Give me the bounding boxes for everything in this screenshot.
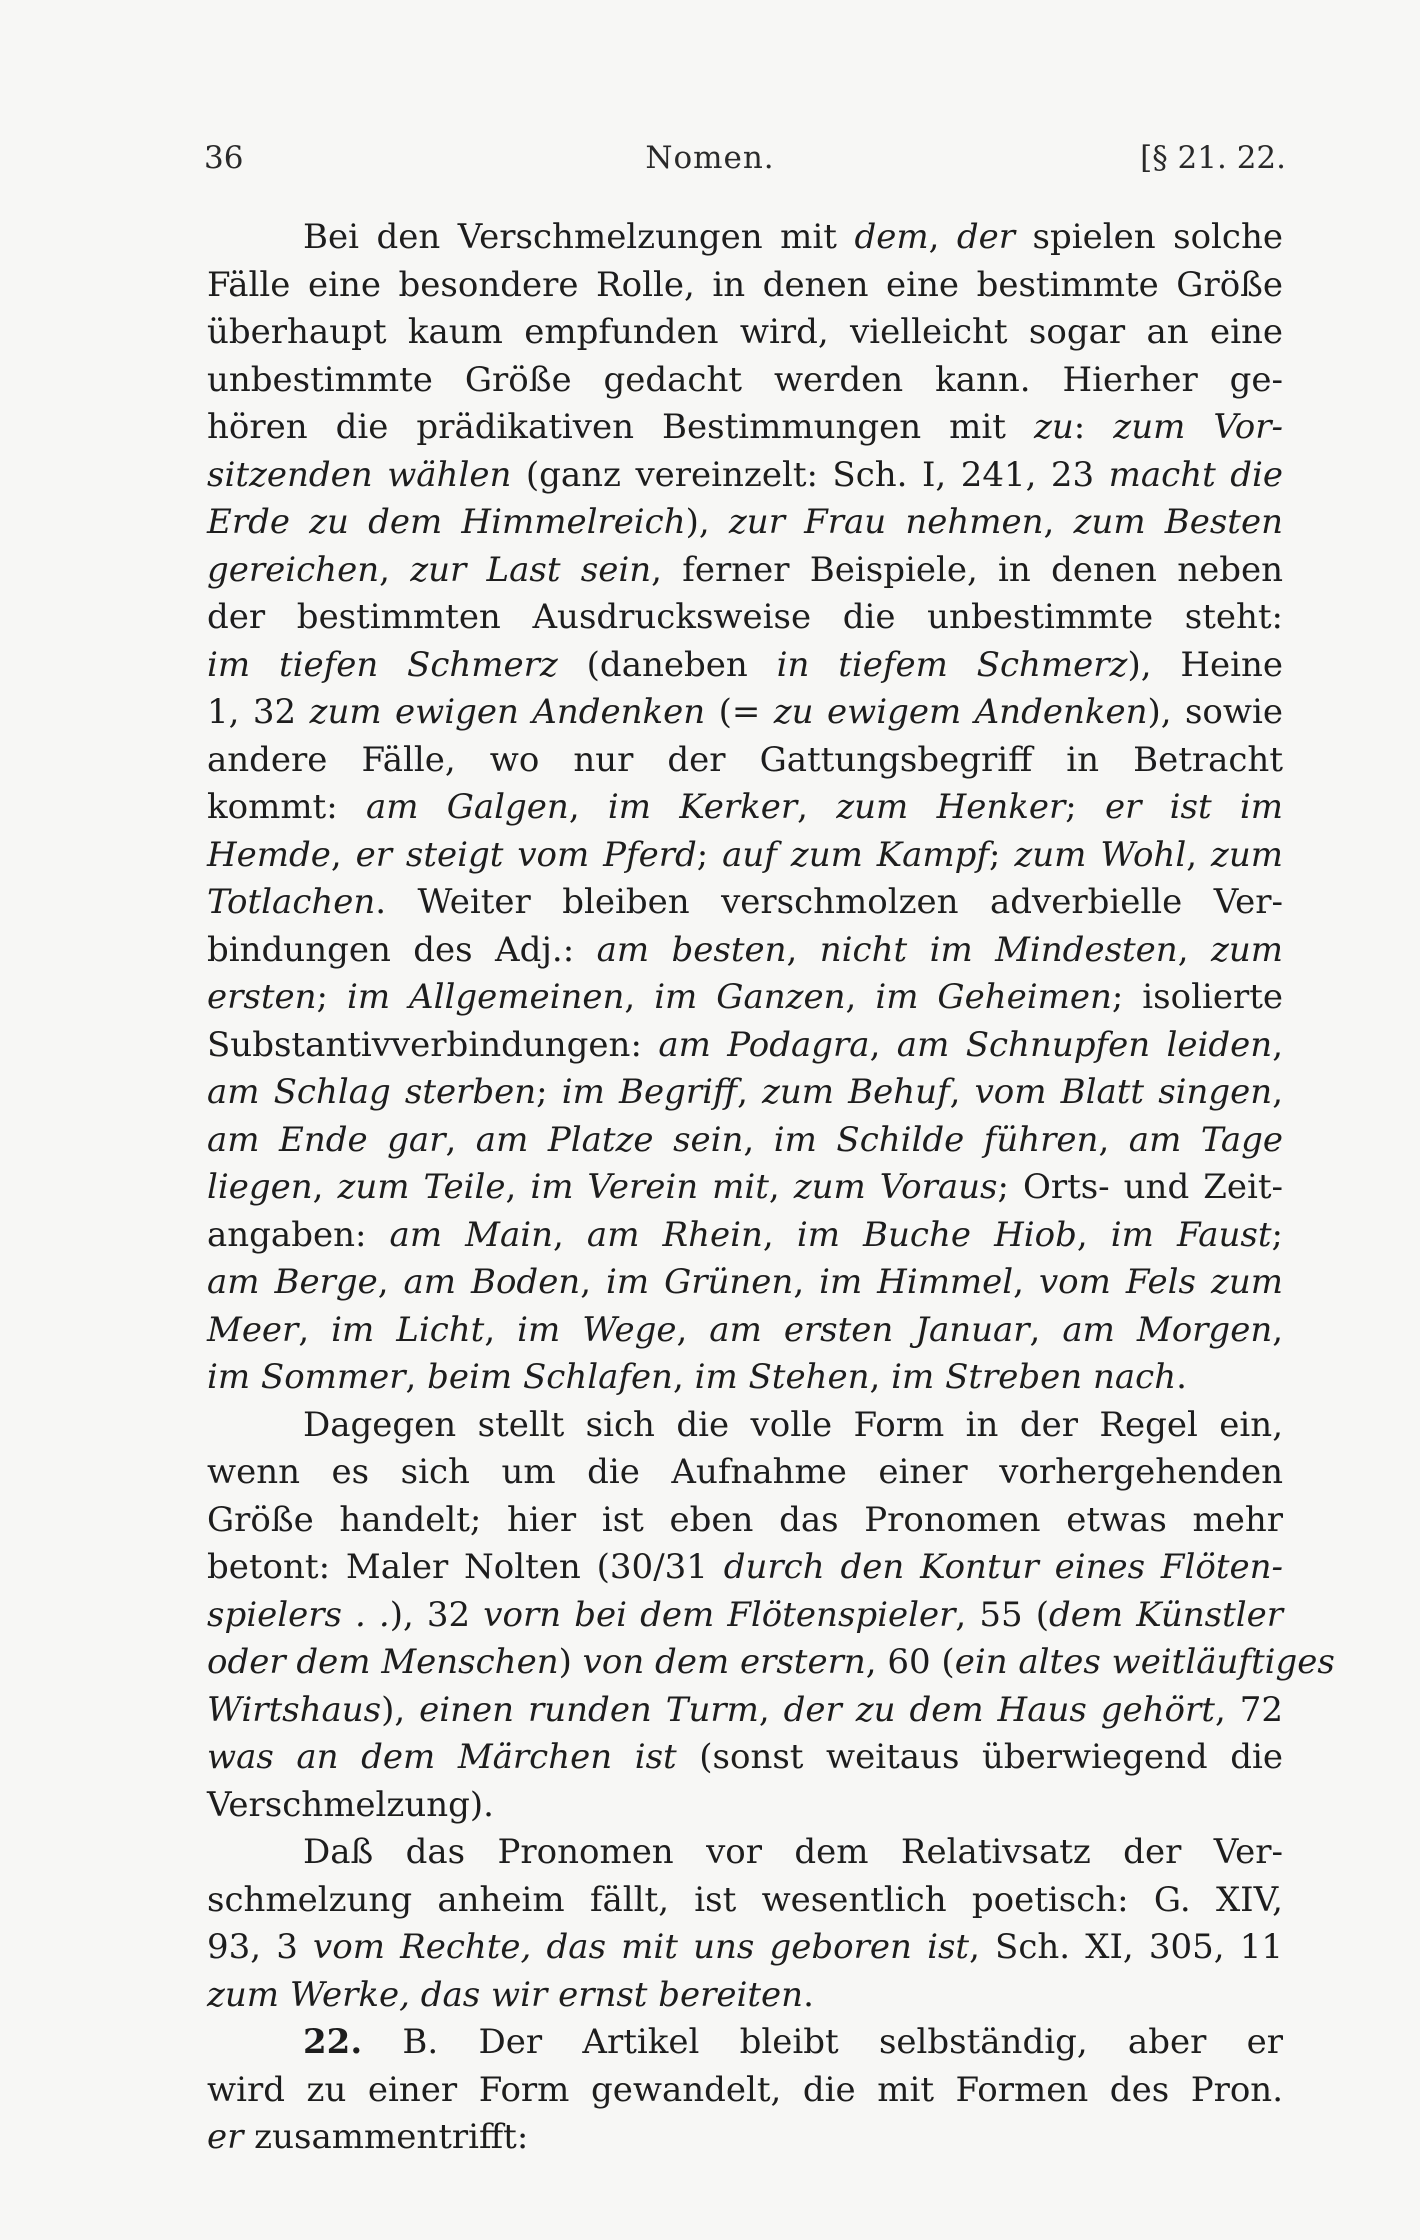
italic-example: zur Last sein bbox=[410, 549, 652, 590]
italic-example: was an dem Märchen ist bbox=[207, 1737, 677, 1777]
italic-example: der bbox=[956, 217, 1016, 257]
text-line bbox=[207, 1734, 1283, 1782]
text-run: Bei den Verschmelzungen mit bbox=[303, 217, 855, 257]
text-run: , bbox=[580, 1262, 606, 1302]
italic-example: vorn bei dem Flötenspieler bbox=[483, 1594, 956, 1635]
italic-example: im Grünen bbox=[606, 1262, 794, 1302]
text-run: , bbox=[505, 1167, 531, 1207]
text-run: ; bbox=[1271, 1214, 1283, 1255]
text-run: spielen solche bbox=[1015, 217, 1283, 257]
text-run: ; bbox=[536, 1072, 562, 1112]
text-run: , bbox=[568, 787, 608, 827]
text-run: Größe handelt; hier ist eben das Pronomen etwas mehr bbox=[207, 1499, 1283, 1540]
italic-example: gereichen bbox=[207, 549, 380, 590]
text-run: betont: Maler Nolten (30/31 bbox=[207, 1547, 724, 1587]
text-run: , bbox=[1272, 1309, 1284, 1350]
text-run: , bbox=[1043, 502, 1074, 542]
italic-example: im Licht bbox=[331, 1309, 485, 1350]
italic-example: im Geheimen bbox=[875, 977, 1112, 1017]
italic-example: Erde zu dem Himmelreich bbox=[207, 502, 686, 542]
body-text bbox=[207, 214, 1335, 2162]
text-line bbox=[207, 1212, 1283, 1260]
text-run: der bestimmten Ausdrucksweise die unbestimmte steht: bbox=[207, 597, 1283, 637]
text-line bbox=[207, 1687, 1283, 1735]
text-run: ), 32 bbox=[389, 1594, 484, 1635]
text-line bbox=[207, 1402, 1283, 1450]
text-run: ), bbox=[381, 1689, 420, 1730]
text-run: , bbox=[1076, 1214, 1111, 1255]
italic-example: im Wege bbox=[517, 1309, 677, 1350]
text-run: , bbox=[312, 1167, 338, 1207]
text-run: ), Heine bbox=[1127, 644, 1284, 685]
text-run: wird zu einer Form gewandelt, die mit Formen des Pron. bbox=[207, 2069, 1283, 2110]
italic-example: am Boden bbox=[403, 1262, 581, 1302]
italic-example: zum Wohl bbox=[1014, 834, 1187, 875]
running-title: Nomen. bbox=[645, 140, 775, 176]
text-line bbox=[207, 1829, 1283, 1877]
italic-example: im Faust bbox=[1110, 1214, 1272, 1255]
text-line bbox=[207, 2019, 1283, 2067]
text-run: ), bbox=[685, 502, 729, 542]
text-run: , bbox=[1186, 834, 1211, 875]
text-line bbox=[207, 2114, 1283, 2162]
text-run: . Weiter bleiben verschmolzen adverbielle Ver- bbox=[375, 882, 1283, 922]
text-run: 93, 3 bbox=[207, 1927, 314, 1967]
text-run: 1, 32 bbox=[207, 692, 310, 732]
section-number: 22. bbox=[303, 2022, 363, 2062]
italic-example: ersten bbox=[207, 977, 317, 1017]
paragraph-relativsatz bbox=[207, 1829, 1283, 2019]
text-run: zusammentrifft: bbox=[243, 2117, 529, 2157]
text-run: unbestimmte Größe gedacht werden kann. Hierher ge- bbox=[207, 359, 1283, 400]
text-run: ; bbox=[696, 834, 723, 875]
italic-example: am Rhein bbox=[586, 1214, 763, 1255]
text-run: ; isolierte bbox=[1111, 977, 1284, 1017]
italic-example: zum Henker bbox=[836, 787, 1066, 827]
text-run: , 55 ( bbox=[955, 1594, 1049, 1635]
text-run: angaben: bbox=[207, 1214, 390, 1255]
text-run: , bbox=[379, 549, 411, 590]
text-run: (ganz vereinzelt: Sch. I, 241, 23 bbox=[511, 454, 1109, 495]
text-run: , bbox=[676, 1309, 710, 1350]
italic-example: zum Behuf bbox=[762, 1072, 950, 1112]
italic-example: am Tage bbox=[1128, 1119, 1284, 1160]
italic-example: beim Schlafen bbox=[427, 1357, 673, 1397]
text-line bbox=[207, 689, 1283, 737]
text-run: , bbox=[1272, 1072, 1284, 1112]
text-run: , bbox=[869, 1024, 897, 1065]
italic-example: oder dem Menschen bbox=[207, 1642, 559, 1682]
italic-example: zum Voraus bbox=[793, 1167, 998, 1207]
text-line bbox=[207, 832, 1283, 880]
text-run: , bbox=[624, 977, 655, 1017]
text-line bbox=[207, 262, 1283, 310]
text-run: (sonst weitaus überwiegend die bbox=[676, 1737, 1283, 1777]
italic-example: am ersten Januar bbox=[709, 1309, 1030, 1350]
text-line bbox=[207, 974, 1283, 1022]
italic-example: durch den Kontur eines Flöten- bbox=[723, 1547, 1284, 1587]
text-run: , bbox=[786, 929, 820, 970]
italic-example: im Buche Hiob bbox=[796, 1214, 1077, 1255]
italic-example: er bbox=[207, 2117, 244, 2157]
italic-example: am Galgen bbox=[365, 787, 569, 827]
text-run: kommt: bbox=[207, 787, 366, 827]
italic-example: dem Künstler bbox=[1048, 1594, 1284, 1635]
text-line bbox=[207, 1972, 1283, 2020]
text-line bbox=[207, 879, 1283, 927]
italic-example: im tiefen Schmerz bbox=[207, 644, 558, 685]
text-run: Substantivverbindungen: bbox=[207, 1024, 659, 1065]
text-line bbox=[207, 1354, 1283, 1402]
text-line bbox=[207, 1924, 1283, 1972]
text-run: Daß das Pronomen vor dem Relativsatz der Ver- bbox=[303, 1832, 1283, 1872]
text-run: wenn es sich um die Aufnahme einer vorhergehenden bbox=[207, 1452, 1283, 1492]
text-run: , bbox=[797, 787, 837, 827]
text-run: (daneben bbox=[557, 644, 777, 685]
italic-example: dem bbox=[854, 217, 929, 257]
text-line bbox=[207, 452, 1283, 500]
italic-example: vom Blatt singen bbox=[974, 1072, 1273, 1112]
text-run: , bbox=[484, 1309, 518, 1350]
italic-example: vom Rechte, das mit uns geboren ist bbox=[313, 1927, 970, 1967]
italic-example: am Podagra bbox=[658, 1024, 870, 1065]
italic-example: zum bbox=[1210, 929, 1283, 970]
italic-example: am Schnupfen leiden bbox=[896, 1024, 1273, 1065]
italic-example: einen runden Turm bbox=[419, 1689, 759, 1730]
text-run: , bbox=[377, 1262, 404, 1302]
text-line bbox=[207, 1877, 1283, 1925]
italic-example: Hemde bbox=[207, 834, 331, 875]
text-run: , bbox=[672, 1357, 695, 1397]
italic-example: Totlachen bbox=[207, 882, 376, 922]
text-run: (= bbox=[705, 692, 774, 732]
text-line bbox=[207, 927, 1283, 975]
text-run: , 60 ( bbox=[865, 1642, 955, 1682]
text-run: andere Fälle, wo nur der Gattungsbegriff in Betracht bbox=[207, 739, 1283, 780]
italic-example: zum Vor- bbox=[1113, 407, 1283, 447]
italic-example: zum ewigen Andenken bbox=[309, 692, 706, 732]
italic-example: zu bbox=[1033, 407, 1074, 447]
italic-example: zu ewigem Andenken bbox=[773, 692, 1148, 732]
italic-example: zum bbox=[1210, 834, 1283, 875]
text-line bbox=[207, 784, 1283, 832]
italic-example: zum Teile bbox=[337, 1167, 506, 1207]
italic-example: im Begriff bbox=[561, 1072, 738, 1112]
text-run: , bbox=[330, 834, 356, 875]
italic-example: im Stehen bbox=[694, 1357, 870, 1397]
text-line bbox=[207, 1544, 1283, 1592]
text-run: , bbox=[1272, 1024, 1284, 1065]
paragraph-section-22 bbox=[207, 2019, 1283, 2162]
text-run: , 72 bbox=[1214, 1689, 1283, 1730]
italic-example: nicht im Mindesten bbox=[819, 929, 1178, 970]
paragraph-verschmelzungen bbox=[207, 214, 1283, 1402]
italic-example: auf zum Kampf bbox=[722, 834, 989, 875]
text-line bbox=[207, 1782, 1283, 1830]
text-run: überhaupt kaum empfunden wird, vielleicht sogar an eine bbox=[207, 312, 1283, 352]
text-line bbox=[207, 1497, 1283, 1545]
text-line bbox=[207, 642, 1283, 690]
text-run: Verschmelzung). bbox=[207, 1784, 494, 1825]
italic-example: im Ganzen bbox=[654, 977, 846, 1017]
paragraph-volle-form bbox=[207, 1402, 1335, 1830]
italic-example: im Allgemeinen bbox=[346, 977, 625, 1017]
text-line bbox=[207, 1592, 1283, 1640]
text-run: ) bbox=[558, 1642, 583, 1682]
italic-example: von dem erstern bbox=[582, 1642, 866, 1682]
text-run: , bbox=[768, 1167, 794, 1207]
text-run: , bbox=[762, 1214, 797, 1255]
text-line bbox=[207, 1307, 1283, 1355]
text-line bbox=[207, 1639, 1335, 1687]
italic-example: am Main bbox=[389, 1214, 554, 1255]
text-line bbox=[207, 737, 1283, 785]
italic-example: in tiefem Schmerz bbox=[776, 644, 1128, 685]
text-line bbox=[207, 1259, 1283, 1307]
section-reference: [§ 21. 22. bbox=[1140, 140, 1286, 176]
italic-example: am Ende gar bbox=[207, 1119, 446, 1160]
text-run: , bbox=[1029, 1309, 1063, 1350]
italic-example: zum Werke, das wir ernst bereiten bbox=[207, 1974, 804, 2015]
text-line bbox=[207, 2067, 1283, 2115]
text-run: , bbox=[298, 1309, 332, 1350]
italic-example: zur Frau nehmen bbox=[728, 502, 1044, 542]
italic-example: ein altes weitläuftiges bbox=[954, 1642, 1335, 1682]
text-run: hören die prädikativen Bestimmungen mit bbox=[207, 407, 1034, 447]
italic-example: am Morgen bbox=[1062, 1309, 1273, 1350]
text-line bbox=[207, 594, 1283, 642]
text-run: schmelzung anheim fällt, ist wesentlich poetisch: G. XIV, bbox=[207, 1879, 1283, 1920]
text-run: ; bbox=[989, 834, 1015, 875]
text-run: : bbox=[1073, 407, 1114, 447]
text-run: , bbox=[553, 1214, 587, 1255]
text-run: , bbox=[1177, 929, 1211, 970]
text-run: , bbox=[1098, 1119, 1129, 1160]
text-run: . bbox=[803, 1974, 814, 2015]
italic-example: sitzenden wählen bbox=[207, 454, 512, 495]
text-run: , bbox=[928, 217, 957, 257]
italic-example: im Schilde führen bbox=[773, 1119, 1099, 1160]
text-run: , bbox=[869, 1357, 892, 1397]
text-run: B. Der Artikel bleibt selbständig, aber er bbox=[362, 2022, 1283, 2062]
text-run: Fälle eine besondere Rolle, in denen eine bestimmte Größe bbox=[207, 264, 1283, 305]
text-line bbox=[207, 499, 1283, 547]
italic-example: im Sommer bbox=[207, 1357, 406, 1397]
italic-example: im Himmel bbox=[819, 1262, 1014, 1302]
italic-example: im Streben nach bbox=[891, 1357, 1177, 1397]
italic-example: am Platze sein bbox=[475, 1119, 744, 1160]
italic-example: im Kerker bbox=[607, 787, 798, 827]
italic-example: Meer bbox=[207, 1309, 299, 1350]
text-run: , bbox=[793, 1262, 820, 1302]
text-line bbox=[207, 309, 1283, 357]
text-run: , bbox=[445, 1119, 476, 1160]
italic-example: am Schlag sterben bbox=[207, 1072, 537, 1112]
text-run: , bbox=[845, 977, 876, 1017]
text-run: ; bbox=[1065, 787, 1105, 827]
text-run: , ferner Beispiele, in denen neben bbox=[651, 549, 1283, 590]
text-run: ; Orts- und Zeit- bbox=[997, 1167, 1283, 1207]
text-run: bindungen des Adj.: bbox=[207, 929, 597, 970]
text-run: , Sch. XI, 305, 11 bbox=[969, 1927, 1283, 1967]
text-line bbox=[207, 1117, 1283, 1165]
italic-example: spielers . . bbox=[207, 1594, 390, 1635]
text-run: , bbox=[743, 1119, 774, 1160]
text-line bbox=[207, 357, 1283, 405]
text-line bbox=[207, 1022, 1283, 1070]
italic-example: Wirtshaus bbox=[207, 1689, 382, 1730]
text-run: , bbox=[405, 1357, 428, 1397]
text-line bbox=[207, 404, 1283, 452]
italic-example: zum Besten bbox=[1073, 502, 1283, 542]
text-run: . bbox=[1176, 1357, 1187, 1397]
text-line bbox=[207, 1069, 1283, 1117]
italic-example: am besten bbox=[596, 929, 787, 970]
italic-example: er ist im bbox=[1104, 787, 1283, 827]
text-run: , bbox=[737, 1072, 762, 1112]
italic-example: der zu dem Haus gehört bbox=[783, 1689, 1215, 1730]
text-line bbox=[207, 547, 1283, 595]
page-number: 36 bbox=[204, 140, 244, 176]
text-run: , bbox=[1013, 1262, 1039, 1302]
italic-example: liegen bbox=[207, 1167, 313, 1207]
text-run: ), sowie bbox=[1147, 692, 1284, 732]
text-run: Dagegen stellt sich die volle Form in der Regel ein, bbox=[303, 1404, 1283, 1445]
text-line bbox=[207, 214, 1283, 262]
text-line bbox=[207, 1164, 1283, 1212]
italic-example: macht die bbox=[1108, 454, 1284, 495]
text-run: , bbox=[949, 1072, 975, 1112]
text-run: ; bbox=[316, 977, 347, 1017]
text-run: , bbox=[758, 1689, 784, 1730]
italic-example: er steigt vom Pferd bbox=[355, 834, 697, 875]
italic-example: vom Fels zum bbox=[1038, 1262, 1284, 1302]
text-line bbox=[207, 1449, 1283, 1497]
italic-example: im Verein mit bbox=[530, 1167, 769, 1207]
italic-example: am Berge bbox=[207, 1262, 378, 1302]
